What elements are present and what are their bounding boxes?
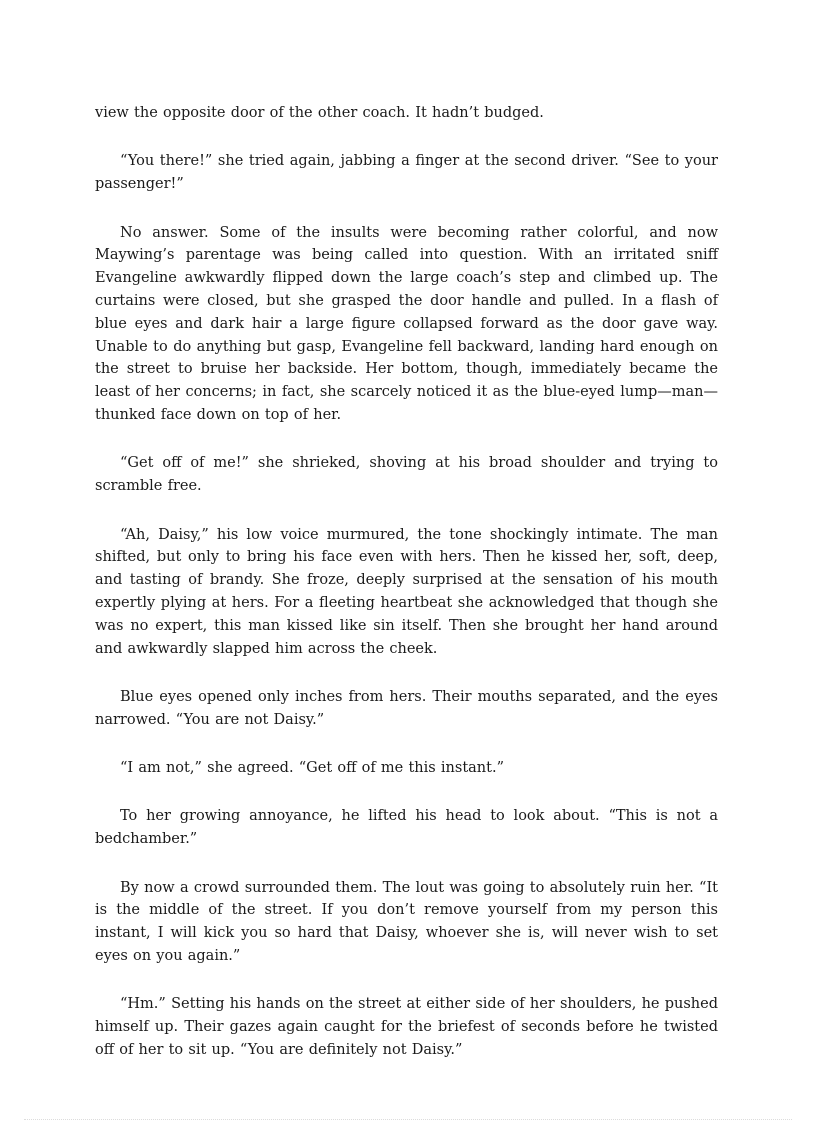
- paragraph: “Hm.” Setting his hands on the street at either side of her shoulders, he pushed himself up. Their gazes again caught for the briefest of seconds before he twisted off of her to sit up. “You are definitely not Daisy.”: [95, 996, 718, 1059]
- paragraph: “You there!” she tried again, jabbing a finger at the second driver. “See to your passenger!”: [95, 153, 718, 193]
- paragraph: “Get off of me!” she shrieked, shoving at his broad shoulder and trying to scramble free.: [95, 455, 718, 495]
- paragraph: By now a crowd surrounded them. The lout was going to absolutely ruin her. “It is the middle of the street. If you don’t remove yourself from my person this instant, I will kick you so hard that Daisy, whoever she is, will never wish to set eyes on you again.”: [95, 879, 718, 965]
- paragraph-continuation: view the opposite door of the other coach. It hadn’t budged.: [95, 105, 544, 121]
- paragraph: Blue eyes opened only inches from hers. Their mouths separated, and the eyes narrowed. “You are not Daisy.”: [95, 688, 718, 728]
- paragraph: To her growing annoyance, he lifted his head to look about. “This is not a bedchamber.”: [95, 808, 718, 848]
- document-page: [95, 102, 718, 1087]
- page-divider: [24, 1119, 792, 1120]
- paragraph: “I am not,” she agreed. “Get off of me this instant.”: [120, 760, 504, 777]
- paragraph: “Ah, Daisy,” his low voice murmured, the tone shockingly intimate. The man shifted, but only to bring his face even with hers. Then he kissed her, soft, deep, and tasting of brandy. She froze, deeply surprised at the sensation of his mouth expertly plying at hers. For a fleeting heartbeat she acknowledged that though she was no expert, this man kissed like sin itself. Then she brought her hand around and awkwardly slapped him across the cheek.: [95, 526, 718, 657]
- paragraph: No answer. Some of the insults were becoming rather colorful, and now Maywing’s parentage was being called into question. With an irritated sniff Evangeline awkwardly flipped down the large coach’s step and climbed up. The curtains were closed, but she grasped the door handle and pulled. In a flash of blue eyes and dark hair a large figure collapsed forward as the door gave way. Unable to do anything but gasp, Evangeline fell backward, landing hard enough on the street to bruise her backside. Her bottom, though, immediately became the least of her concerns; in fact, she scarcely noticed it as the blue-eyed lump—man—thunked face down on top of her.: [95, 224, 718, 423]
